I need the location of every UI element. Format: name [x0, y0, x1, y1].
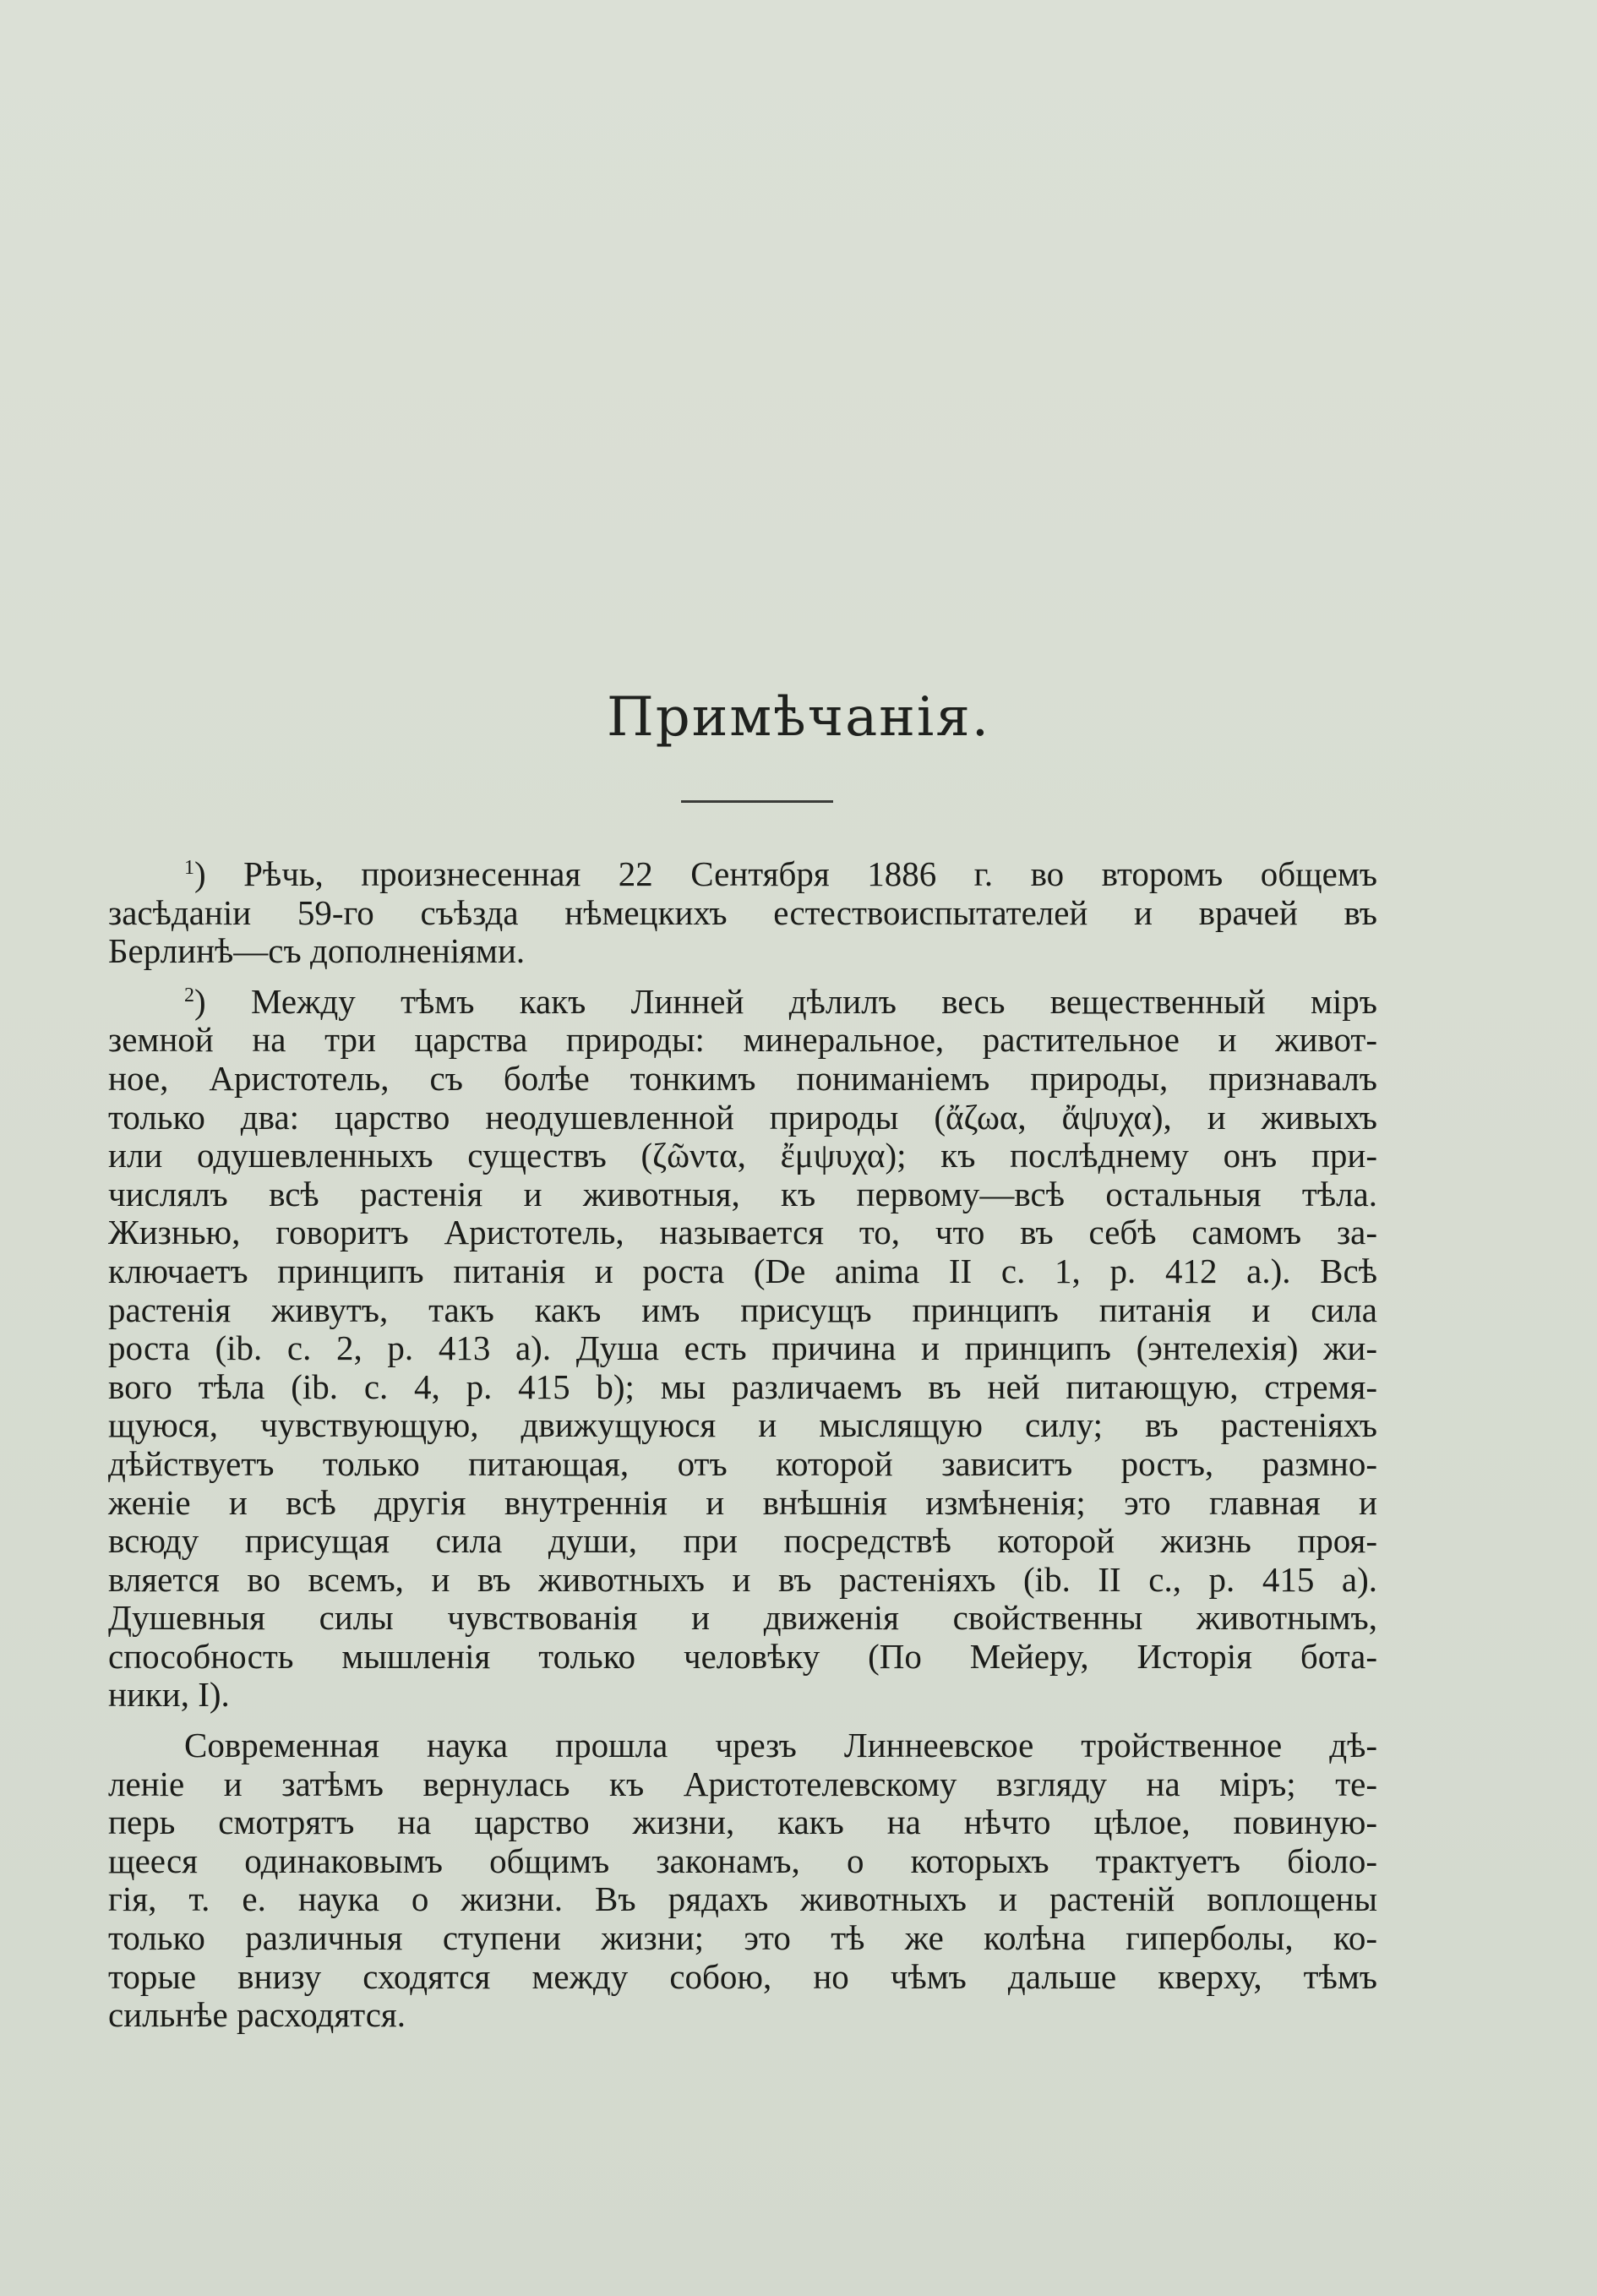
text-line: засѣданіи 59-го съѣзда нѣмецкихъ естествоиспытателей и врачей въ	[108, 892, 1377, 932]
footnote-marker: 2	[184, 984, 194, 1006]
text-line: дѣйствуетъ только питающая, отъ которой зависитъ ростъ, размно-	[108, 1443, 1377, 1483]
text-line	[108, 983, 1377, 1022]
text-line-content: ) Между тѣмъ какъ Линней дѣлилъ весь вещественный міръ	[194, 981, 1377, 1021]
text-line: щуюся, чувствующую, движущуюся и мыслящую силу; въ растеніяхъ	[108, 1405, 1377, 1445]
page-title: Примѣчанія.	[606, 686, 991, 749]
text-line: Жизнью, говоритъ Аристотель, называется то, что въ себѣ самомъ за-	[108, 1213, 1377, 1252]
text-line: женіе и всѣ другія внутреннія и внѣшнія измѣненія; это главная и	[108, 1482, 1377, 1522]
paragraph-modern-science	[108, 1726, 1377, 2035]
text-line: перь смотрятъ на царство жизни, какъ на нѣчто цѣлое, повиную-	[108, 1802, 1377, 1842]
notes-body	[108, 855, 1377, 2035]
text-line: вого тѣла (ib. c. 4, p. 415 b); мы различаемъ въ ней питающую, стремя-	[108, 1366, 1377, 1406]
text-line: ное, Аристотель, съ болѣе тонкимъ пониманіемъ природы, признавалъ	[108, 1058, 1377, 1098]
title-divider	[681, 800, 833, 803]
text-line: растенія живутъ, такъ какъ имъ присущъ принципъ питанія и сила	[108, 1290, 1377, 1329]
text-line: или одушевленныхъ существъ (ζῶντα, ἔμψυχα); къ послѣднему онъ при-	[108, 1136, 1377, 1175]
text-line: роста (ib. c. 2, p. 413 a). Душа есть причина и принципъ (энтелехія) жи-	[108, 1328, 1377, 1368]
text-line: земной на три царства природы: минеральное, растительное и живот-	[108, 1020, 1377, 1060]
text-line: Берлинѣ—съ дополненіями.	[108, 931, 526, 971]
text-line: щееся одинаковымъ общимъ законамъ, о которыхъ трактуетъ біоло-	[108, 1841, 1377, 1880]
text-line: Современная наука прошла чрезъ Линнеевское тройственное дѣ-	[184, 1726, 1377, 1765]
spacer	[108, 971, 1377, 983]
text-line: числялъ всѣ растенія и животныя, къ первому—всѣ остальныя тѣла.	[108, 1174, 1377, 1213]
text-line-content: ) Рѣчь, произнесенная 22 Сентября 1886 г. во второмъ общемъ	[194, 854, 1377, 893]
text-line: вляется во всемъ, и въ животныхъ и въ растеніяхъ (ib. II c., p. 415 a).	[108, 1559, 1377, 1599]
text-line: сильнѣе расходятся.	[108, 1995, 406, 2035]
footnote-1	[108, 855, 1377, 971]
text-line: способность мышленія только человѣку (По Мейеру, Исторія бота-	[108, 1636, 1377, 1676]
footnote-2	[108, 983, 1377, 1715]
footnote-marker: 1	[184, 857, 194, 879]
spacer	[108, 1715, 1377, 1726]
text-line: всюду присущая сила души, при посредствѣ которой жизнь проя-	[108, 1521, 1377, 1561]
text-line: гія, т. е. наука о жизни. Въ рядахъ животныхъ и растеній воплощены	[108, 1879, 1377, 1919]
text-line: ники, I).	[108, 1675, 230, 1715]
text-line: только различныя ступени жизни; это тѣ же колѣна гиперболы, ко-	[108, 1918, 1377, 1958]
text-line: только два: царство неодушевленной природы (ἄζωα, ἄψυχα), и живыхъ	[108, 1097, 1377, 1137]
text-line: ключаетъ принципъ питанія и роста (De anima II c. 1, p. 412 a.). Всѣ	[108, 1251, 1377, 1290]
text-line: леніе и затѣмъ вернулась къ Аристотелевскому взгляду на міръ; те-	[108, 1764, 1377, 1803]
text-line	[108, 855, 1377, 894]
text-line: Душевныя силы чувствованія и движенія свойственны животнымъ,	[108, 1598, 1377, 1638]
text-line: торые внизу сходятся между собою, но чѣмъ дальше кверху, тѣмъ	[108, 1956, 1377, 1996]
